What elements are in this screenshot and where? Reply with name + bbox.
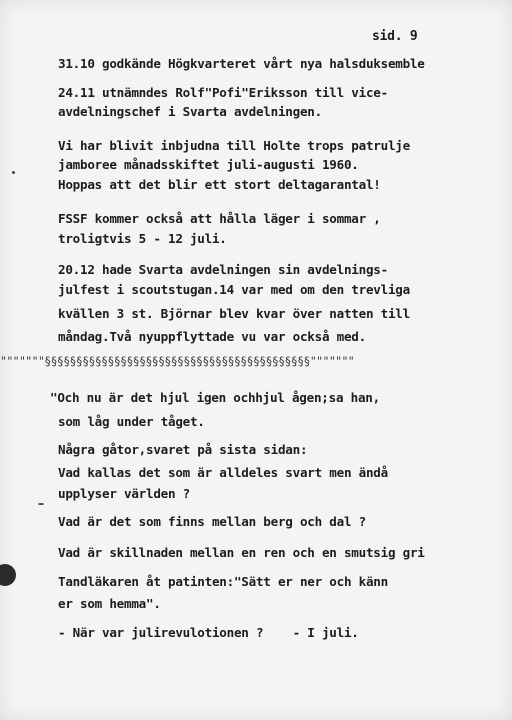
- news-line: 31.10 godkände Högkvarteret vårt nya halsduksemble: [58, 56, 425, 71]
- page-number: sid. 9: [372, 29, 418, 44]
- joke-line: Några gåtor,svaret på sista sidan:: [58, 442, 308, 457]
- joke-line: "Och nu är det hjul igen ochhjul ågen;sa han,: [50, 390, 380, 405]
- joke-line: upplyser världen ?: [58, 486, 190, 501]
- news-line: kvällen 3 st. Björnar blev kvar över natten till: [58, 306, 410, 321]
- news-line: måndag.Två nyuppflyttade vu var också med.: [58, 329, 366, 344]
- joke-line: som låg under tåget.: [58, 414, 205, 429]
- news-line: jamboree månadsskiftet juli-augusti 1960.: [58, 157, 359, 172]
- joke-line: Vad är skillnaden mellan en ren och en smutsig gri: [58, 545, 425, 560]
- news-line: 24.11 utnämndes Rolf"Pofi"Eriksson till vice-: [58, 85, 388, 100]
- joke-line: Tandläkaren åt patinten:"Sätt er ner och känn: [58, 574, 388, 589]
- news-line: avdelningschef i Svarta avdelningen.: [58, 104, 322, 119]
- news-line: 20.12 hade Svarta avdelningen sin avdelnings-: [58, 262, 388, 277]
- news-line: julfest i scoutstugan.14 var med om den trevliga: [58, 282, 410, 297]
- news-line: Hoppas att det blir ett stort deltagarantal!: [58, 177, 381, 192]
- news-line: FSSF kommer också att hålla läger i sommar ,: [58, 211, 381, 226]
- news-line: troligtvis 5 - 12 juli.: [58, 231, 227, 246]
- punch-hole: [0, 564, 16, 586]
- joke-line: - När var julirevulotionen ? - I juli.: [58, 625, 359, 640]
- joke-line: Vad kallas det som är alldeles svart men ändå: [58, 465, 388, 480]
- section-separator: """""""§§§§§§§§§§§§§§§§§§§§§§§§§§§§§§§§§§§§§§§§§§""""""": [0, 356, 355, 368]
- news-line: Vi har blivit inbjudna till Holte trops patrulje: [58, 138, 410, 153]
- ink-speck: [12, 171, 15, 174]
- joke-line: Vad är det som finns mellan berg och dal ?: [58, 514, 366, 529]
- joke-line: er som hemma".: [58, 596, 161, 611]
- ink-speck: [38, 503, 44, 505]
